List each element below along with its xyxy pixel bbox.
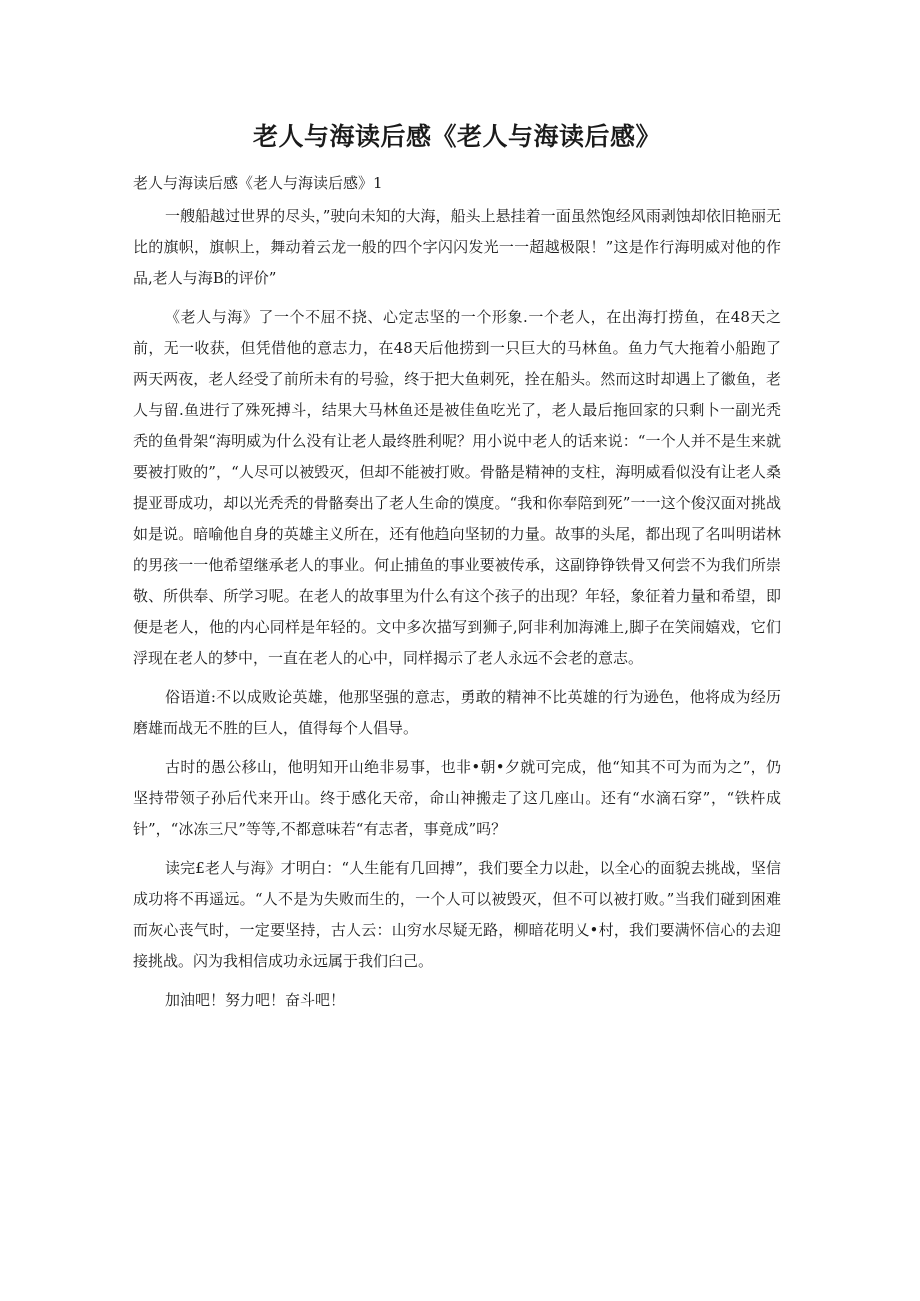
paragraph-reflection: 读完£老人与海》才明白：“人生能有几回搏”，我们要全力以赴，以全心的面貌去挑战，坚信成功将不再遥远。“人不是为失败而生的，一个人可以被毁灭，但不可以被打败。”当我们碰到困难而灰心丧气时，一定要坚持，古人云：山穷水尽疑无路，柳暗花明乂•村，我们要满怀信心的去迎接挑战。闪为我相信成功永远属于我们臼己。: [133, 859, 781, 970]
document-title: 老人与海读后感《老人与海读后感》: [252, 122, 661, 151]
paragraph-intro: 一艘船越过世界的尽头，”驶向未知的大海，船头上悬挂着一面虽然饱经风雨剥蚀却依旧艳丽无比的旗帜，旗帜上，舞动着云龙一般的四个字闪闪发光一一超越极限！”这是作行海明威对他的作品,老人与海B的评价”: [133, 207, 781, 287]
document-page: [133, 120, 781, 1024]
paragraph-proverb: 俗语道:不以成败论英雄，他那坚强的意志，勇敢的精神不比英雄的行为逊色，他将成为经历磨雄而战无不胜的巨人，值得每个人倡导。: [133, 688, 781, 737]
document-subtitle: 老人与海读后感《老人与海读后感》1: [133, 174, 383, 192]
paragraph-closing: 加油吧！努力吧！奋斗吧！: [165, 991, 346, 1009]
paragraph-yugong: 古时的愚公移山，他明知开山绝非易事，也非•朝•夕就可完成，他“知其不可为而为之”，仍坚持带领子孙后代来开山。终于感化天帝，命山神搬走了这几座山。还有“水滴石穿”，“铁杵成针”，“冰冻三尺”等等,不都意味若“有志者，事竟成”吗？: [133, 758, 781, 838]
paragraph-story: 《老人与海》了一个不屈不挠、心定志坚的一个形象.一个老人，在出海打捞鱼，在48天之前，无一收获，但凭借他的意志力，在48天后他捞到一只巨大的马林鱼。鱼力气大拖着小船跑了两天两夜，老人经受了前所未有的号验，终于把大鱼刺死，拴在船头。然而这时却遇上了徽鱼，老人与留.鱼进行了殊死搏斗，结果大马林鱼还是被佳鱼吃光了，老人最后拖回家的只剩卜一副光秃秃的鱼骨架“海明威为什么没有让老人最终胜利呢？用小说中老人的话来说：“一个人并不是生来就要被打败的”，“人尽可以被毁灭，但却不能被打败。骨骼是精神的支柱，海明威看似没有让老人桑提亚哥成功，却以光秃秃的骨骼奏出了老人生命的馍度。“我和你奉陪到死”一一这个俊汉面对挑战如是说。暗喻他自身的英雄主义所在，还有他趋向坚韧的力量。故事的头尾，都出现了名叫明诺林的男孩一一他希望继承老人的事业。何止捕鱼的事业要被传承，这副铮铮铁骨又何尝不为我们所崇敬、所供奉、所学习呢。在老人的故事里为什么有这个孩子的出现？年轻，象征着力量和希望，即便是老人，他的内心同样是年轻的。文中多次描写到狮子,阿非利加海滩上,脚子在笑闹嬉戏，它们浮现在老人的梦中，一直在老人的心中，同样揭示了老人永远不会老的意志。: [133, 308, 781, 667]
